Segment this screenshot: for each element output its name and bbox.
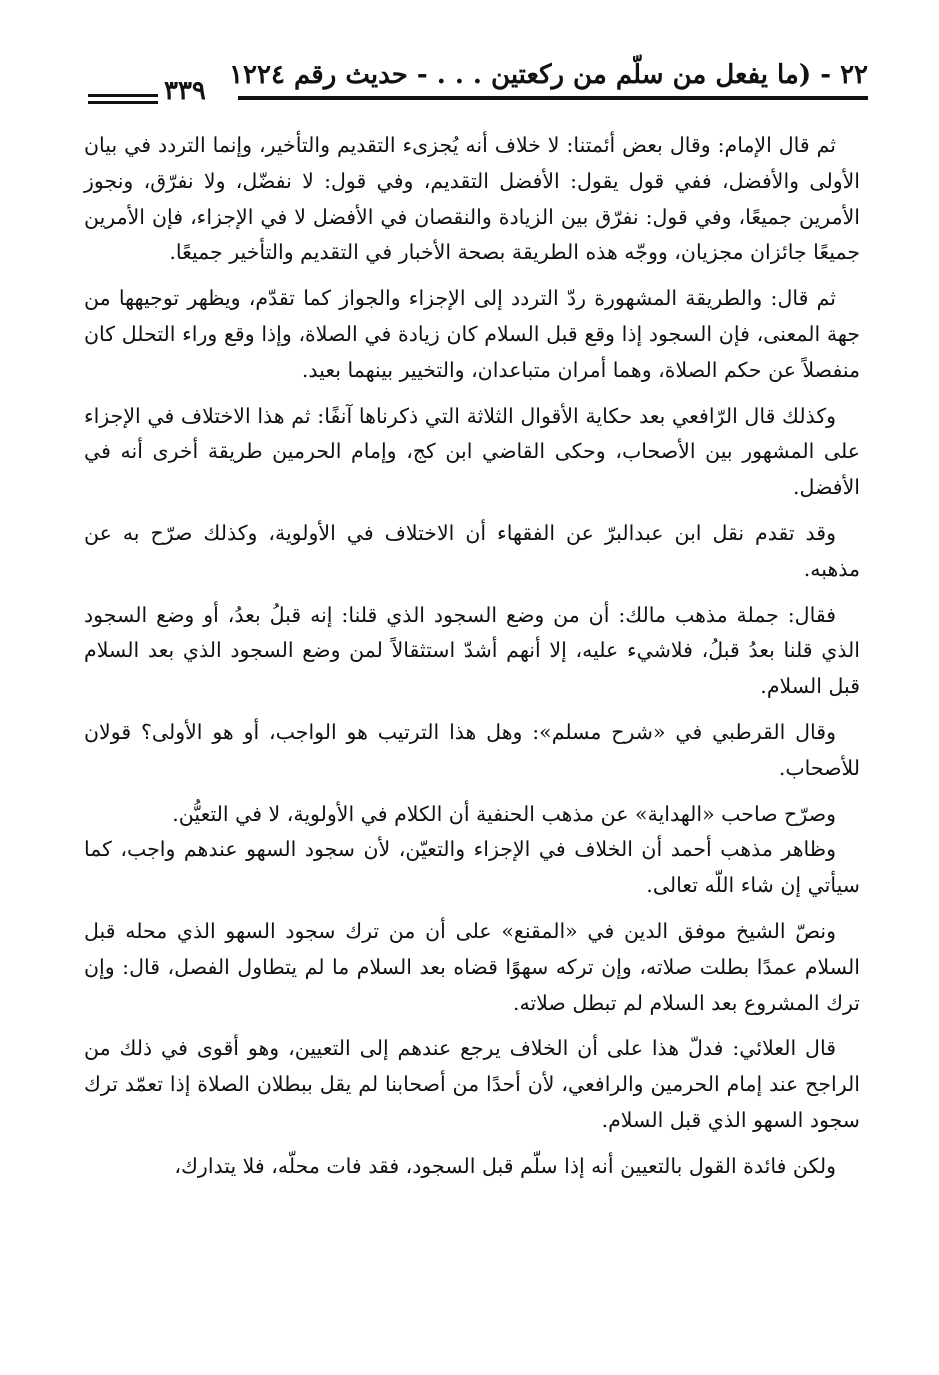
running-header xyxy=(88,60,868,110)
paragraph: ثم قال: والطريقة المشهورة ردّ التردد إلى الإجزاء والجواز كما تقدّم، ويظهر توجيهها من جهة المعنى، فإن السجود إذا وقع قبل السلام كان زيادة في الصلاة، وإذا وقع وراء التحلل كان منفصلاً عن حكم الصلاة، وهما أمران متباعدان، والتخيير بينهما بعيد. xyxy=(84,286,860,382)
paragraph: ثم قال الإمام: وقال بعض أئمتنا: لا خلاف أنه يُجزىء التقديم والتأخير، وإنما التردد في بيان الأولى والأفضل، ففي قول يقول: الأفضل التقديم، وفي قول: لا نفضّل، ولا نفرّق، ونجوز الأمرين جميعًا، وفي قول: نفرّق بين الزيادة والنقصان في الأفضل لا في الإجزاء، فإن الأمرين جميعًا جائزان مجزيان، ووجّه هذه الطريقة بصحة الأخبار في التقديم والتأخير جميعًا. xyxy=(84,133,860,265)
paragraph: فقال: جملة مذهب مالك: أن من وضع السجود الذي قلنا: إنه قبلُ بعدُ، أو وضع السجود الذي قلنا بعدُ قبلُ، فلاشيء عليه، إلا أنهم أشدّ استثقالاً لمن وضع السجود الذي بعد السلام قبل السلام. xyxy=(84,602,860,699)
header-title: ٢٢ - (ما يفعل من سلّم من ركعتين . . . - حديث رقم ١٢٢٤ xyxy=(229,60,868,90)
page-number: ٣٣٩ xyxy=(158,76,212,106)
paragraph: وصرّح صاحب «الهداية» عن مذهب الحنفية أن الكلام في الأولوية، لا في التعيُّن. xyxy=(172,801,836,826)
paragraph: وظاهر مذهب أحمد أن الخلاف في الإجزاء والتعيّن، لأن سجود السهو عندهم واجب، كما سيأتي إن شاء اللّه تعالى. xyxy=(84,837,860,898)
paragraph: وقال القرطبي في «شرح مسلم»: وهل هذا الترتيب هو الواجب، أو هو الأولى؟ قولان للأصحاب. xyxy=(84,719,860,780)
paragraph: وقد تقدم نقل ابن عبدالبرّ عن الفقهاء أن الاختلاف في الأولوية، وكذلك صرّح به عن مذهبه. xyxy=(84,520,860,581)
paragraph: ونصّ الشيخ موفق الدين في «المقنع» على أن من ترك سجود السهو الذي محله قبل السلام عمدًا بطلت صلاته، وإن تركه سهوًا قضاه بعد السلام ما لم يتطاول الفصل، قال: وإن ترك المشروع بعد السلام لم تبطل صلاته. xyxy=(84,918,860,1015)
header-rule xyxy=(238,96,868,100)
paragraph: وكذلك قال الرّافعي بعد حكاية الأقوال الثلاثة التي ذكرناها آنفًا: ثم هذا الاختلاف في الإجزاء على المشهور بين الأصحاب، وحكى القاضي ابن كج، وإمام الحرمين طريقة أخرى أنه في الأفضل. xyxy=(84,403,860,500)
paragraph: ولكن فائدة القول بالتعيين أنه إذا سلّم قبل السجود، فقد فات محلّه، فلا يتدارك، xyxy=(174,1153,836,1178)
paragraph: قال العلائي: فدلّ هذا على أن الخلاف يرجع عندهم إلى التعيين، وهو أقوى في ذلك من الراجح عند إمام الحرمين والرافعي، لأن أحدًا من أصحابنا لم يقل ببطلان الصلاة إذا تعمّد ترك سجود السهو الذي قبل السلام. xyxy=(84,1036,860,1132)
header-rule-left-top xyxy=(88,94,158,97)
body-text xyxy=(84,128,860,1195)
header-rule-left-bottom xyxy=(88,101,158,104)
